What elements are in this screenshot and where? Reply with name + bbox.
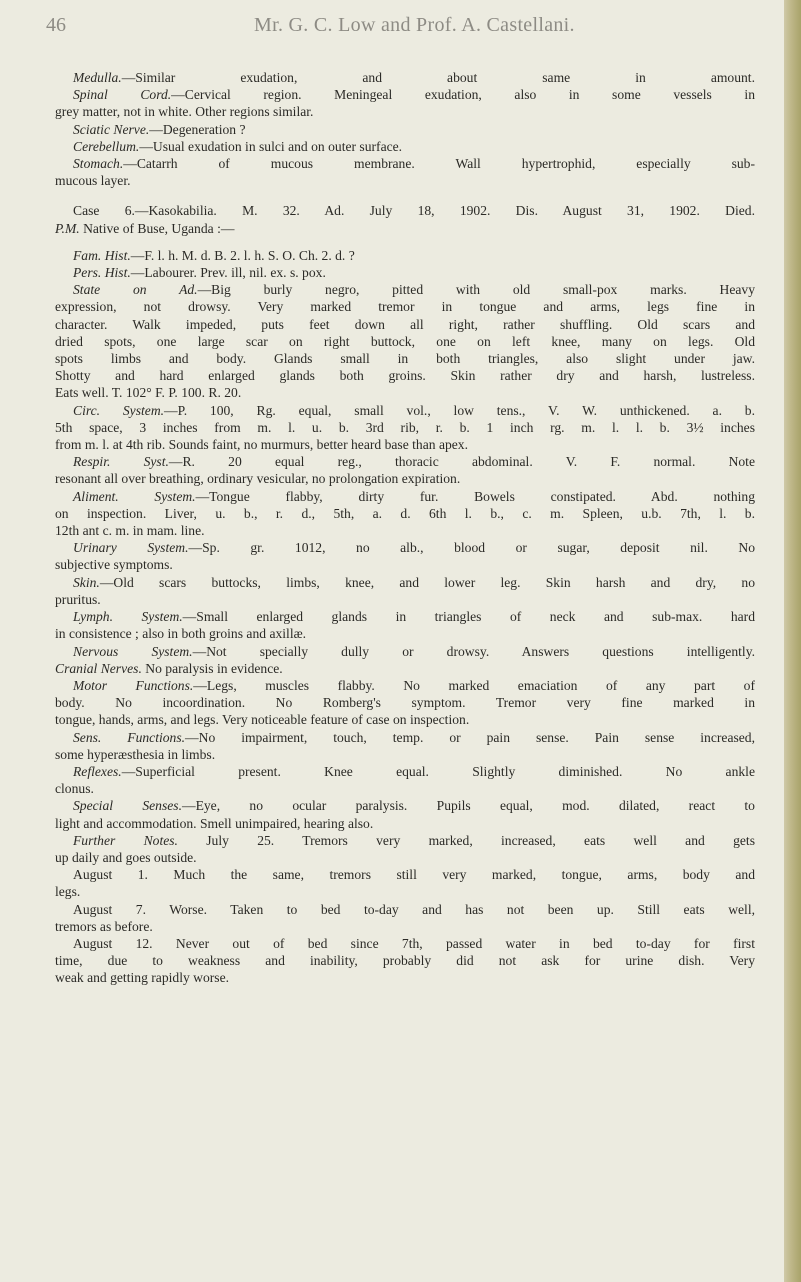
text-line: Cerebellum.—Usual exudation in sulci and on outer surface. xyxy=(73,138,403,154)
section-label: Medulla. xyxy=(73,70,122,85)
text-line: Respir. Syst.—R. 20 equal reg., thoracic abdominal. V. F. normal. Note xyxy=(73,454,755,470)
text-line: time, due to weakness and inability, probably did not ask for urine dish. Very xyxy=(55,953,755,969)
section-label: Skin. xyxy=(73,574,100,590)
text-line: 5th space, 3 inches from m. l. u. b. 3rd rib, r. b. 1 inch rg. m. l. l. b. 3½ inches xyxy=(55,419,755,435)
section-label: State on Ad. xyxy=(73,282,198,298)
text-line: Eats well. T. 102° F. P. 100. R. 20. xyxy=(55,385,242,401)
text-line: dried spots, one large scar on right buttock, one on left knee, many on legs. Old xyxy=(55,333,755,349)
text-line: Pers. Hist.—Labourer. Prev. ill, nil. ex. s. pox. xyxy=(73,265,326,281)
section-label: Lymph. System. xyxy=(73,609,183,625)
text-line: grey matter, not in white. Other regions similar. xyxy=(55,104,314,120)
text-line: Urinary System.—Sp. gr. 1012, no alb., blood or sugar, deposit nil. No xyxy=(73,540,755,556)
section-label: Sciatic Nerve. xyxy=(73,121,150,137)
text-line: Special Senses.—Eye, no ocular paralysis. Pupils equal, mod. dilated, react to xyxy=(73,798,755,814)
text-line: Nervous System.—Not specially dully or drowsy. Answers questions intelligently. xyxy=(73,643,755,659)
case-label: Case 6. xyxy=(73,203,135,219)
text-line: August 7. Worse. Taken to bed to-day and has not been up. Still eats well, xyxy=(73,901,755,917)
text-line: August 1. Much the same, tremors still very marked, tongue, arms, body and xyxy=(73,867,755,883)
text-line: Aliment. System.—Tongue flabby, dirty fur. Bowels constipated. Abd. nothing xyxy=(73,488,755,504)
section-label: Reflexes. xyxy=(73,763,122,779)
text-line: body. No incoordination. No Romberg's symptom. Tremor very fine marked in xyxy=(55,695,755,711)
section-label: Aliment. System. xyxy=(73,488,196,504)
section-label: Cranial Nerves. xyxy=(55,660,142,676)
text-line: Further Notes. July 25. Tremors very marked, increased, eats well and gets xyxy=(73,832,755,848)
text-line: resonant all over breathing, ordinary vesicular, no prolongation expiration. xyxy=(55,471,461,487)
text-line: up daily and goes outside. xyxy=(55,849,197,865)
text-line: Cranial Nerves. No paralysis in evidence. xyxy=(55,660,283,676)
text-line: State on Ad.—Big burly negro, pitted with old small-pox marks. Heavy xyxy=(73,282,755,298)
running-head xyxy=(46,14,744,44)
section-label: Motor Functions. xyxy=(73,677,194,693)
page-number: 46 xyxy=(46,14,66,36)
text-line: Stomach.—Catarrh of mucous membrane. Wall hypertrophid, especially sub- xyxy=(73,156,755,172)
text-line: Motor Functions.—Legs, muscles flabby. No marked emaciation of any part of xyxy=(73,677,755,693)
text-line: tremors as before. xyxy=(55,918,153,934)
page-edge xyxy=(784,0,801,1282)
page-body xyxy=(55,69,755,987)
text-line: subjective symptoms. xyxy=(55,557,173,573)
section-label: Pers. Hist. xyxy=(73,265,131,281)
text-line: legs. xyxy=(55,884,81,900)
section-label: Nervous System. xyxy=(73,643,193,659)
text-line: in consistence ; also in both groins and axillæ. xyxy=(55,626,307,642)
section-label: P.M. xyxy=(55,220,80,236)
section-label: Urinary System. xyxy=(73,540,189,556)
text-line: Lymph. System.—Small enlarged glands in triangles of neck and sub-max. hard xyxy=(73,609,755,625)
text-line: P.M. Native of Buse, Uganda :— xyxy=(55,220,235,236)
text-line: Skin.—Old scars buttocks, limbs, knee, and lower leg. Skin harsh and dry, no xyxy=(73,574,755,590)
text-line: Circ. System.—P. 100, Rg. equal, small vol., low tens., V. W. unthickened. a. b. xyxy=(73,402,755,418)
text-line: Sciatic Nerve.—Degeneration ? xyxy=(73,121,246,137)
text-line: some hyperæsthesia in limbs. xyxy=(55,746,216,762)
text-line: character. Walk impeded, puts feet down all right, rather shuffling. Old scars and xyxy=(55,316,755,332)
section-label: Special Senses. xyxy=(73,798,182,814)
text-line: Reflexes.—Superficial present. Knee equal. Slightly diminished. No ankle xyxy=(73,763,755,779)
text-line: August 12. Never out of bed since 7th, passed water in bed to-day for first xyxy=(73,935,755,951)
text-line: pruritus. xyxy=(55,591,101,607)
text-line: from m. l. at 4th rib. Sounds faint, no murmurs, better heard base than apex. xyxy=(55,437,469,453)
text-line: light and accommodation. Smell unimpaired, hearing also. xyxy=(55,815,374,831)
text-line: expression, not drowsy. Very marked tremor in tongue and arms, legs fine in xyxy=(55,299,755,315)
section-label: Spinal Cord. xyxy=(73,87,172,103)
text-line: 12th ant c. m. in mam. line. xyxy=(55,523,205,539)
text-line: tongue, hands, arms, and legs. Very noticeable feature of case on inspection. xyxy=(55,712,470,728)
section-label: Stomach. xyxy=(73,156,124,172)
text-line: Shotty and hard enlarged glands both groins. Skin rather dry and harsh, lustreless. xyxy=(55,368,755,384)
text-line: Fam. Hist.—F. l. h. M. d. B. 2. l. h. S. O. Ch. 2. d. ? xyxy=(73,247,355,263)
section-label: Further Notes. xyxy=(73,832,178,848)
text-line: weak and getting rapidly worse. xyxy=(55,970,230,986)
text-line: spots limbs and body. Glands small in both triangles, also slight under jaw. xyxy=(55,351,755,367)
text-line: mucous layer. xyxy=(55,173,131,189)
section-label: Cerebellum. xyxy=(73,138,140,154)
section-label: Sens. Functions. xyxy=(73,729,186,745)
running-title: Mr. G. C. Low and Prof. A. Castellani. xyxy=(254,14,575,36)
section-label: Respir. Syst. xyxy=(73,454,169,470)
case-heading: Case 6.—Kasokabilia. M. 32. Ad. July 18, 1902. Dis. August 31, 1902. Died. xyxy=(73,203,755,219)
text-line: Sens. Functions.—No impairment, touch, temp. or pain sense. Pain sense increased, xyxy=(73,729,755,745)
section-label: Circ. System. xyxy=(73,402,165,418)
text-line: clonus. xyxy=(55,781,94,797)
text-line: Medulla.—Similar exudation, and about same in amount. xyxy=(73,70,755,85)
text-line: Spinal Cord.—Cervical region. Meningeal exudation, also in some vessels in xyxy=(73,87,755,103)
text-line: on inspection. Liver, u. b., r. d., 5th, a. d. 6th l. b., c. m. Spleen, u.b. 7th, l. b. xyxy=(55,505,755,521)
section-label: Fam. Hist. xyxy=(73,247,131,263)
